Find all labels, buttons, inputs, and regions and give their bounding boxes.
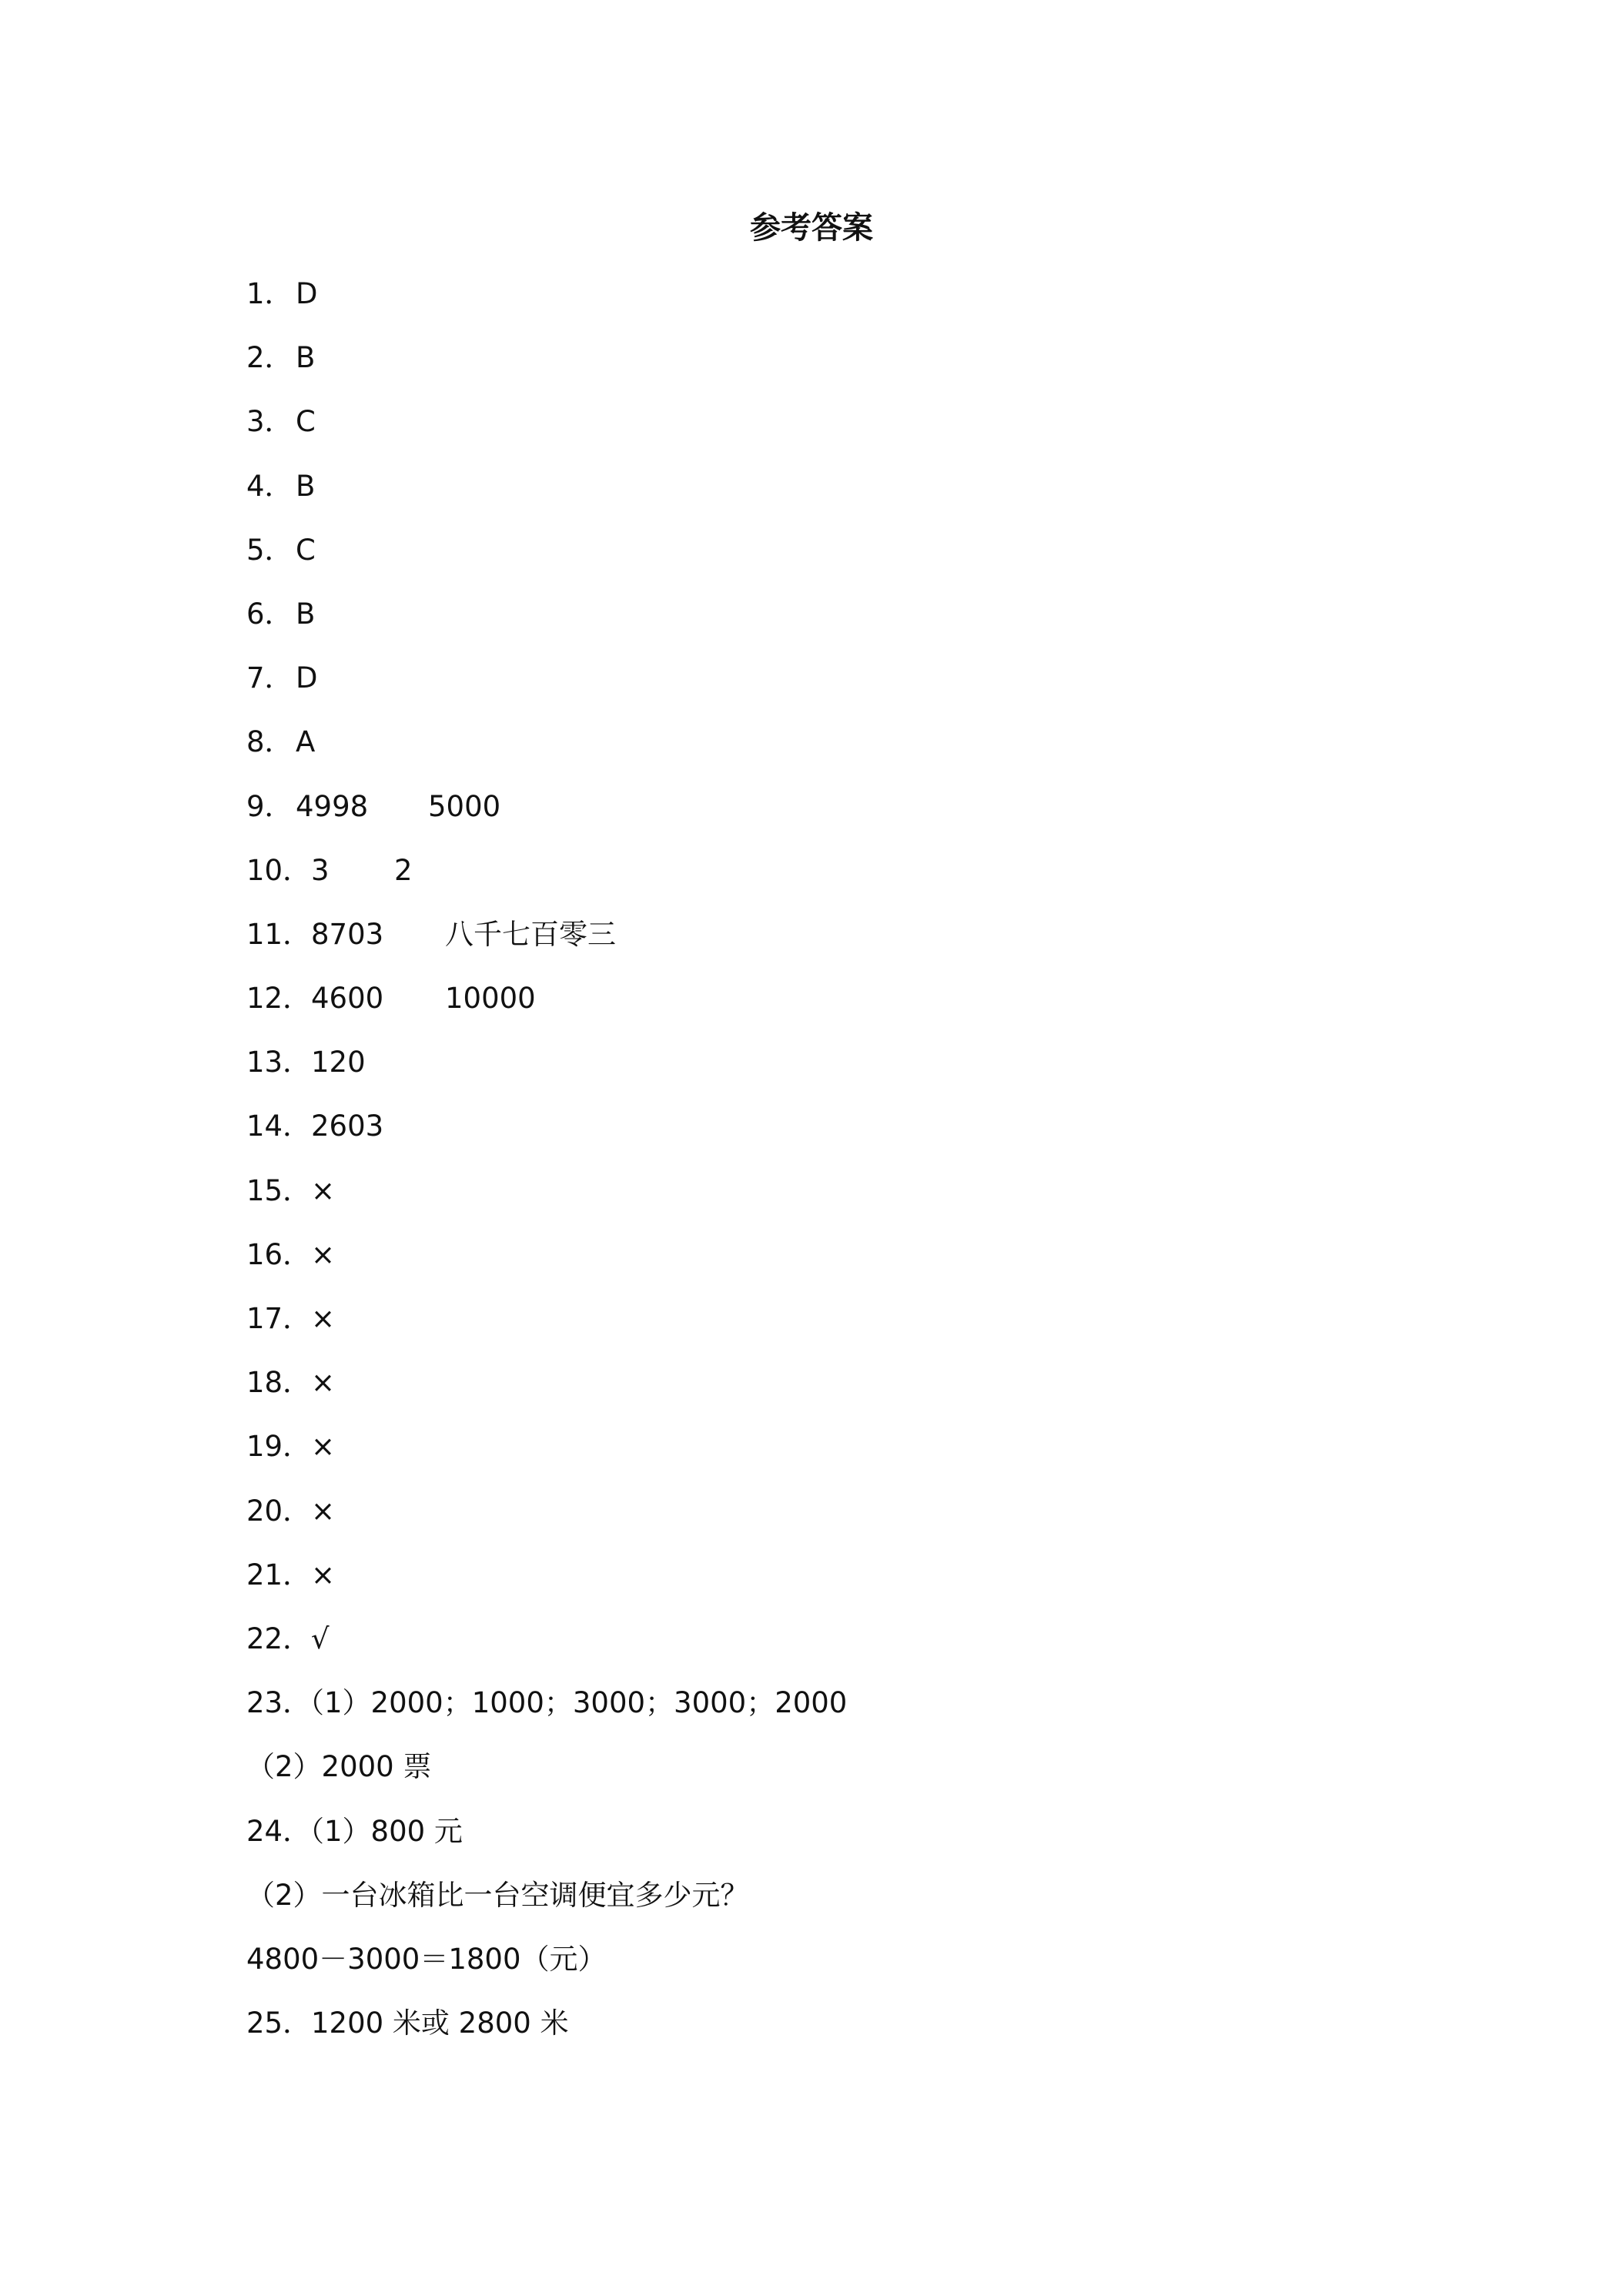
answer-value-second: 2 (394, 853, 413, 887)
answer-value: C (296, 405, 316, 439)
answer-value: B (296, 341, 316, 375)
answer-value: 120 (311, 1046, 366, 1079)
answer-value: × (311, 1173, 336, 1207)
answer-number: 23． (246, 1686, 312, 1720)
answer-value: × (311, 1366, 336, 1400)
answer-number: 15． (246, 1173, 312, 1207)
answer-line-7 (246, 657, 1478, 721)
answer-value: × (311, 1237, 336, 1271)
answer-number: 18． (246, 1366, 312, 1400)
answer-list (246, 273, 1478, 2066)
answer-line-25 (246, 2002, 1478, 2066)
answer-number: 8． (246, 725, 293, 759)
answer-line-4 (246, 465, 1478, 529)
answer-number: 25． (246, 2006, 312, 2040)
answer-number: 12． (246, 982, 312, 1016)
answer-line-6 (246, 593, 1478, 657)
answer-number: 16． (246, 1237, 312, 1271)
answer-number: 11． (246, 917, 312, 951)
answer-line-3 (246, 400, 1478, 464)
answer-line-23 (246, 1682, 1478, 1745)
answer-value: 8703 (311, 917, 384, 951)
answer-value-second: 5000 (428, 789, 501, 823)
answer-line-24 (246, 1810, 1478, 1874)
answer-line-10 (246, 849, 1478, 913)
answer-value: 2603 (311, 1110, 384, 1143)
answer-value: 4600 (311, 982, 384, 1016)
answer-line-19 (246, 1425, 1478, 1489)
answer-value: 3 (311, 853, 330, 887)
answer-line-8 (246, 721, 1478, 785)
answer-value-second: 10000 (445, 982, 536, 1016)
answer-line-24-part2 (246, 1874, 1478, 1938)
answer-value: C (296, 533, 316, 567)
answer-value: D (296, 661, 318, 695)
answer-value: × (311, 1494, 336, 1528)
answer-line-23-part2 (246, 1745, 1478, 1809)
answer-number: 7． (246, 661, 293, 695)
answer-number: 19． (246, 1430, 312, 1464)
answer-value: 4800－3000＝1800（元） (246, 1942, 607, 1976)
answer-number: 5． (246, 533, 293, 567)
answer-number: 2． (246, 341, 293, 375)
answer-number: 20． (246, 1494, 312, 1528)
answer-number: 4． (246, 469, 293, 503)
answer-line-13 (246, 1041, 1478, 1105)
answer-number: 1． (246, 277, 293, 310)
answer-number: 21． (246, 1558, 312, 1591)
answer-number: 9． (246, 789, 293, 823)
answer-line-24-calculation (246, 1938, 1478, 2002)
answer-value: B (296, 597, 316, 631)
answer-line-11 (246, 913, 1478, 977)
answer-number: 24． (246, 1814, 312, 1848)
answer-value: （1）800 元 (296, 1814, 463, 1848)
answer-line-5 (246, 529, 1478, 593)
answer-value: B (296, 469, 316, 503)
answer-line-9 (246, 785, 1478, 849)
answer-value: （2）一台冰箱比一台空调便宜多少元？ (246, 1878, 749, 1912)
answer-number: 10． (246, 853, 312, 887)
answer-value: （2）2000 票 (246, 1750, 432, 1784)
answer-line-16 (246, 1233, 1478, 1297)
answer-value: D (296, 277, 318, 310)
answer-line-17 (246, 1297, 1478, 1361)
answer-line-1 (246, 273, 1478, 336)
answer-value: （1）2000；1000；3000；3000；2000 (296, 1686, 848, 1720)
answer-line-18 (246, 1361, 1478, 1425)
answer-value: 1200 米或 2800 米 (311, 2006, 569, 2040)
answer-value-second: 八千七百零三 (445, 917, 616, 951)
answer-value: 4998 (296, 789, 369, 823)
answer-number: 17． (246, 1302, 312, 1335)
answer-line-20 (246, 1490, 1478, 1554)
answer-number: 3． (246, 405, 293, 439)
answer-line-15 (246, 1170, 1478, 1233)
answer-number: 6． (246, 597, 293, 631)
answer-line-14 (246, 1105, 1478, 1169)
answer-value: A (296, 725, 316, 759)
answer-number: 14． (246, 1110, 312, 1143)
answer-line-12 (246, 977, 1478, 1041)
page-title: 参考答案 (750, 210, 873, 246)
answer-line-22 (246, 1618, 1478, 1682)
answer-value: × (311, 1558, 336, 1591)
answer-line-21 (246, 1554, 1478, 1618)
answer-line-2 (246, 336, 1478, 400)
answer-number: 13． (246, 1046, 312, 1079)
answer-number: 22． (246, 1622, 312, 1655)
answer-value: × (311, 1302, 336, 1335)
answer-value: √ (311, 1622, 330, 1655)
answer-value: × (311, 1430, 336, 1464)
